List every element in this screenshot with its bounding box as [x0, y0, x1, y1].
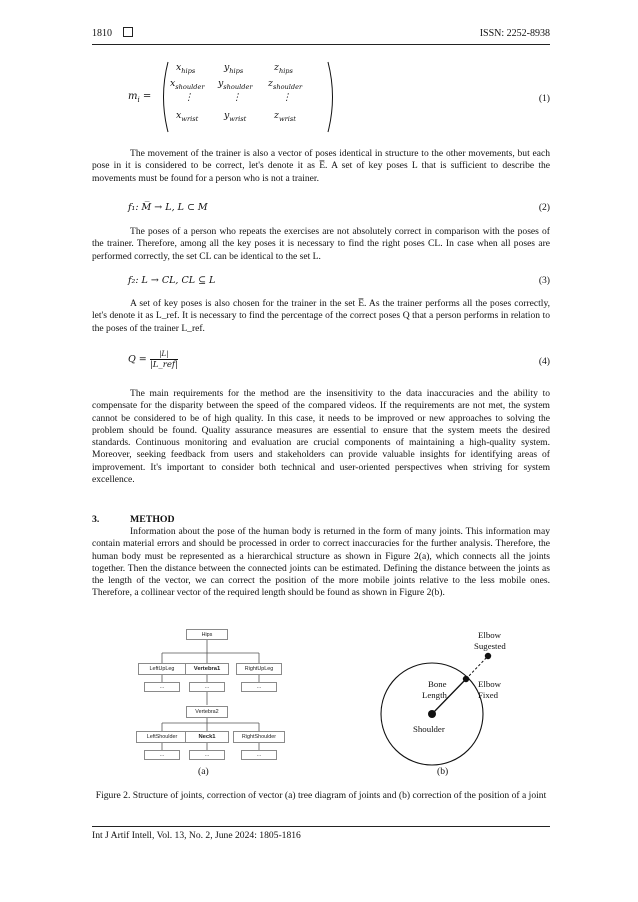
eq3-number: (3): [538, 275, 550, 286]
node-ellipsis: ...: [189, 682, 225, 692]
header-rule: [92, 44, 550, 45]
shoulder-joint: [428, 710, 436, 718]
label-elbow-suggested-2: Sugested: [474, 641, 506, 651]
label-bone-length-1: Bone: [428, 679, 447, 689]
tree-diagram: [128, 625, 308, 765]
matrix-cell: $z_{hips}$: [274, 62, 293, 75]
elbow-suggested-joint: [485, 653, 491, 659]
label-elbow-fixed-2: Fixed: [478, 690, 499, 700]
paragraph-1: The movement of the trainer is also a vector of poses identical in structure to the other movements, but each pose in it is considered to be correct, let's denote it as E̅. A set of key poses L that is sufficient to describe the movements must be found for a person who is not a trainer.: [92, 148, 550, 184]
matrix-cell: $x_{wrist}$: [176, 110, 199, 123]
page-number: 1810: [92, 28, 112, 39]
node-neck1: Neck1: [185, 731, 229, 743]
node-right-shoulder: RightShoulder: [233, 731, 285, 743]
eq1-lhs: $m_i$ =: [128, 91, 152, 104]
figure-caption: Figure 2. Structure of joints, correction of vector (a) tree diagram of joints and (b) correction of the position of a joint: [95, 790, 547, 801]
subfigure-a-label: (a): [198, 766, 209, 777]
equation-1: [128, 58, 328, 136]
matrix-cell: ⋮: [282, 92, 292, 103]
label-elbow-suggested-1: Elbow: [478, 630, 501, 640]
node-ellipsis: ...: [144, 682, 180, 692]
matrix-cell: $z_{shoulder}$: [268, 78, 303, 91]
subfigure-b-label: (b): [437, 766, 449, 777]
eq4-fraction: $\frac{|L|}{\text{|L\_ref|}}$: [149, 350, 178, 370]
node-vertebra2: Vertebra2: [186, 706, 228, 718]
paragraph-5: Information about the pose of the human body is returned in the form of many joints. This information may contain material errors and should be processed in order to correct inaccuracies for the further analysis. Therefore, the human body must be represented as a hierarchical structure as shown in Figure 2(a), which connects all the joints together. Then the distance between the connected joints can be estimated. Defining the distance between the joints as the length of the vector, we can correct the position of the more mobile joints relative to the less mobile ones. Therefore, a collinear vector of the required length should be found as shown in Figure 2(b).: [92, 526, 550, 599]
matrix-cell: $y_{hips}$: [224, 62, 244, 75]
eq4-number: (4): [538, 356, 550, 367]
node-ellipsis: ...: [241, 750, 277, 760]
equation-4: Q = $\frac{|L|}{\text{|L\_ref|}}$: [128, 350, 178, 370]
node-left-shoulder: LeftShoulder: [136, 731, 188, 743]
label-bone-length-2: Length: [422, 690, 447, 700]
joint-correction-diagram: [378, 628, 528, 768]
label-elbow-fixed-1: Elbow: [478, 679, 501, 689]
eq1-number: (1): [538, 93, 550, 104]
node-ellipsis: ...: [144, 750, 180, 760]
node-vertebra1: Vertebra1: [185, 663, 229, 675]
label-shoulder: Shoulder: [413, 724, 445, 734]
matrix-cell: $z_{wrist}$: [274, 110, 296, 123]
node-ellipsis: ...: [241, 682, 277, 692]
suggested-vector: [466, 656, 488, 679]
matrix-cell: $y_{shoulder}$: [218, 78, 253, 91]
section-number: 3.: [92, 514, 100, 525]
section-title: METHOD: [130, 514, 175, 525]
matrix-cell: ⋮: [232, 92, 242, 103]
matrix-cell: $x_{hips}$: [176, 62, 196, 75]
footer-rule: [92, 826, 550, 827]
matrix-cell: ⋮: [184, 92, 194, 103]
square-icon: [123, 27, 133, 37]
matrix-cell: $y_{wrist}$: [224, 110, 247, 123]
equation-2: f₁: M̅ → L, L ⊂ M: [128, 202, 208, 213]
elbow-fixed-joint: [463, 676, 469, 682]
matrix-cell: $x_{shoulder}$: [170, 78, 205, 91]
node-hips: Hips: [186, 629, 228, 640]
paragraph-3: A set of key poses is also chosen for the trainer in the set E̅. As the trainer performs all the poses correctly, let's denote it as L_ref. It is necessary to find the percentage of the correct poses Q that a person performs in relation to the poses of the trainer L_ref.: [92, 298, 550, 334]
tree-connectors: [128, 625, 308, 765]
issn: ISSN: 2252-8938: [479, 28, 550, 39]
node-ellipsis: ...: [189, 750, 225, 760]
eq2-number: (2): [538, 202, 550, 213]
paragraph-4: The main requirements for the method are the insensitivity to the data inaccuracies and the ability to compensate for the disparity between the speed of the compared videos. If the requirements are not met, the system cannot be considered to be of high quality. In this case, it needs to be improved or new approaches to solving the problem should be found. Quality assurance measures are essential to ensure that the system meets the desired standards. Continuous monitoring and evaluation are crucial components of maintaining a high-quality system. Moreover, seeking feedback from users and stakeholders can provide valuable insights for identifying areas of improvement. It's important to consider both technical and user-oriented perspectives when striving for system excellence.: [92, 388, 550, 486]
equation-3: f₂: L → CL, CL ⊆ L: [128, 275, 216, 286]
node-right-up-leg: RightUpLeg: [236, 663, 282, 675]
paragraph-2: The poses of a person who repeats the exercises are not absolutely correct in comparison with the poses of the trainer. Therefore, among all the key poses it is necessary to find the right poses CL. In case when all poses are performed correctly, the set CL can be identical to the set L.: [92, 226, 550, 262]
footer-citation: Int J Artif Intell, Vol. 13, No. 2, June 2024: 1805-1816: [92, 830, 301, 841]
node-left-up-leg: LeftUpLeg: [138, 663, 186, 675]
